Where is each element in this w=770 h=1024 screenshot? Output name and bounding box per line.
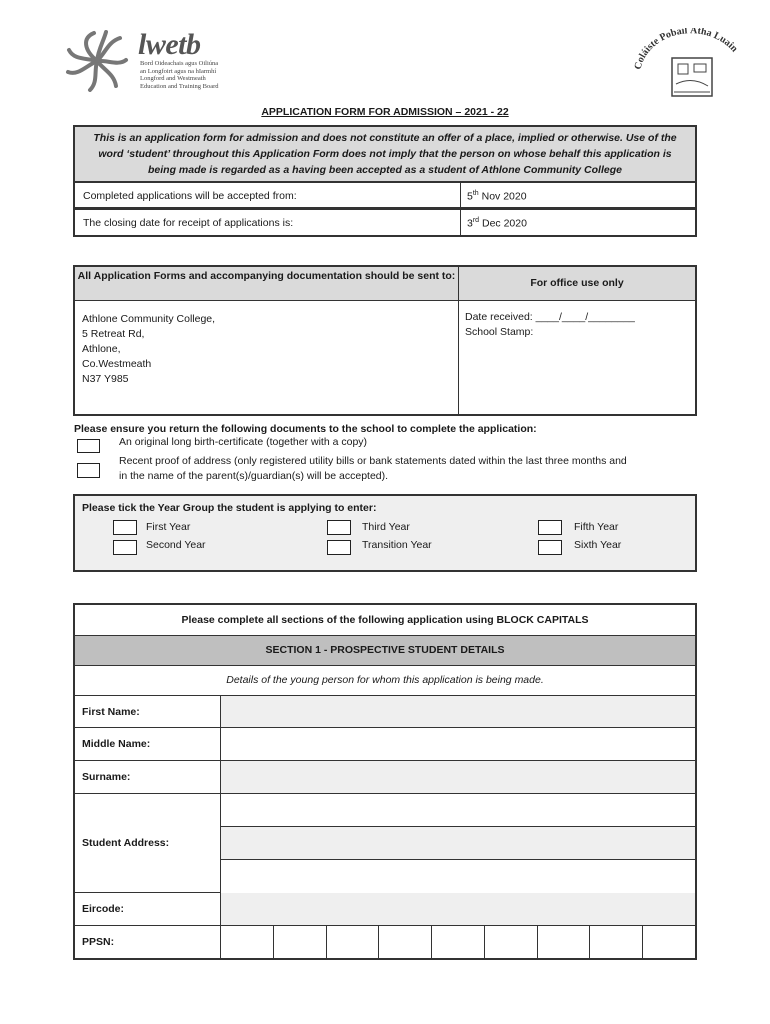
fifth-year-label: Fifth Year <box>574 521 619 533</box>
ppsn-char-6[interactable] <box>485 926 538 958</box>
date-label: The closing date for receipt of applications is: <box>75 210 461 235</box>
surname-label: Surname: <box>75 761 221 793</box>
address-section <box>73 265 697 416</box>
first-name-label: First Name: <box>75 696 221 727</box>
address-line-3-input[interactable] <box>221 860 695 893</box>
date-value: 5th Nov 2020 <box>467 190 527 203</box>
ppsn-char-1[interactable] <box>221 926 274 958</box>
address-label: Student Address: <box>75 794 221 892</box>
ppsn-char-9[interactable] <box>643 926 695 958</box>
ppsn-char-5[interactable] <box>432 926 485 958</box>
transition-year-checkbox[interactable] <box>327 540 351 555</box>
office-use-header: For office use only <box>459 267 695 300</box>
ppsn-row <box>75 926 695 958</box>
student-details-form <box>73 603 697 960</box>
birth-cert-label: An original long birth-certificate (together with a copy) <box>119 436 368 448</box>
middle-name-label: Middle Name: <box>75 728 221 760</box>
closing-date-row <box>73 209 697 237</box>
ppsn-char-7[interactable] <box>538 926 591 958</box>
first-year-checkbox[interactable] <box>113 520 137 535</box>
sixth-year-label: Sixth Year <box>574 539 622 551</box>
proof-of-address-checkbox[interactable] <box>77 463 100 478</box>
section-title: SECTION 1 - PROSPECTIVE STUDENT DETAILS <box>75 636 695 666</box>
block-capitals-instruction: Please complete all sections of the following application using BLOCK CAPITALS <box>75 605 695 636</box>
fifth-year-checkbox[interactable] <box>538 520 562 535</box>
logo-wordmark: lwetb <box>138 28 201 61</box>
swirl-icon <box>64 30 130 92</box>
address-line-2-input[interactable] <box>221 827 695 860</box>
date-label: Completed applications will be accepted from: <box>75 183 461 207</box>
first-year-label: First Year <box>146 521 191 533</box>
surname-row <box>75 761 695 794</box>
birth-cert-checkbox[interactable] <box>77 439 100 453</box>
school-crest <box>632 28 748 104</box>
address-line-1-input[interactable] <box>221 794 695 827</box>
office-use-area <box>459 301 695 414</box>
middle-name-row <box>75 728 695 761</box>
eircode-input[interactable] <box>221 893 695 925</box>
proof-of-address-label: Recent proof of address (only registered utility bills or bank statements dated within the last three months and <box>119 455 627 467</box>
sixth-year-checkbox[interactable] <box>538 540 562 555</box>
documents-title: Please ensure you return the following documents to the school to complete the application: <box>74 423 537 435</box>
transition-year-label: Transition Year <box>362 539 432 551</box>
second-year-label: Second Year <box>146 539 206 551</box>
school-stamp: School Stamp: <box>465 326 534 338</box>
date-value: 3rd Dec 2020 <box>467 217 527 230</box>
disclaimer-text: This is an application form for admission and does not constitute an offer of a place, implied or otherwise. Use of the word ‘student’ throughout this Application Form does not imply that the person on whose behalf this application is being made is regarded as a having been accepted as a student of Athlone Community College <box>73 125 697 182</box>
address-row <box>75 794 695 893</box>
surname-input[interactable] <box>221 761 695 793</box>
first-name-input[interactable] <box>221 696 695 727</box>
lwetb-logo <box>64 26 264 96</box>
ppsn-input-cells <box>221 926 695 958</box>
ppsn-char-4[interactable] <box>379 926 432 958</box>
ppsn-char-3[interactable] <box>327 926 380 958</box>
year-group-title: Please tick the Year Group the student is applying to enter: <box>82 502 377 514</box>
date-received: Date received: ____/____/________ <box>465 311 635 323</box>
acceptance-date-row <box>73 182 697 209</box>
eircode-row <box>75 893 695 926</box>
first-name-row <box>75 696 695 728</box>
section-subtitle: Details of the young person for whom this application is being made. <box>75 666 695 696</box>
ppsn-label: PPSN: <box>75 926 221 958</box>
logo-subtitle: Bord Oideachais agus Oiliúna an Longfoirt agus na hIarmhí Longford and Westmeath Education and Training Board <box>140 60 219 90</box>
send-to-header: All Application Forms and accompanying documentation should be sent to: <box>75 267 459 300</box>
middle-name-input[interactable] <box>221 728 695 760</box>
proof-of-address-label-cont: in the name of the parent(s)/guardian(s) will be accepted). <box>119 470 389 482</box>
third-year-label: Third Year <box>362 521 410 533</box>
page-title: APPLICATION FORM FOR ADMISSION – 2021 - 22 <box>261 106 509 118</box>
crest-icon <box>632 28 748 104</box>
second-year-checkbox[interactable] <box>113 540 137 555</box>
ppsn-char-8[interactable] <box>590 926 643 958</box>
school-address: Athlone Community College, 5 Retreat Rd, Athlone, Co.Westmeath N37 Y985 <box>75 301 459 414</box>
year-group-section <box>73 494 697 572</box>
ppsn-char-2[interactable] <box>274 926 327 958</box>
svg-text:Coláiste Pobail Átha Luain: Coláiste Pobail Átha Luain <box>632 28 740 71</box>
third-year-checkbox[interactable] <box>327 520 351 535</box>
eircode-label: Eircode: <box>75 893 221 925</box>
